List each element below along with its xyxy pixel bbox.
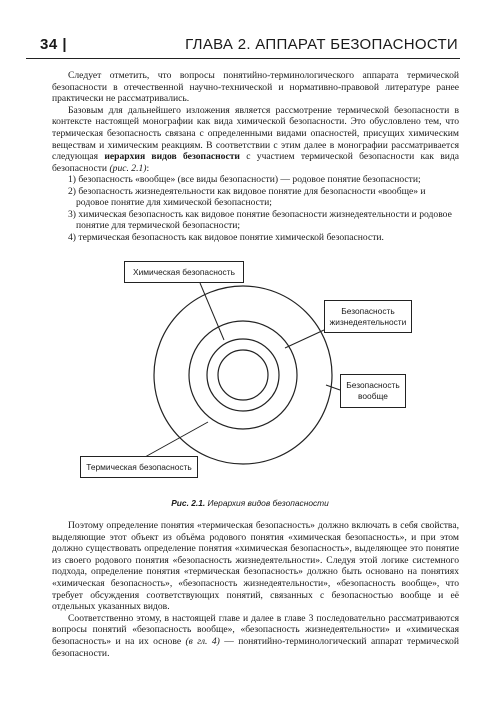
p2-mid: с участием термической безопасности как вида безопасности	[52, 151, 460, 174]
list-item: 2) безопасность жизнедеятельности как видовое понятие для безопасности «вообще» и родовое понятие для химической безопасности;	[68, 185, 426, 209]
list-item: 3) химическая безопасность как видовое понятие безопасности жизнедеятельности и родовое понятие для термической безопасности;	[68, 208, 452, 232]
figure-ref: (рис. 2.1)	[109, 162, 147, 174]
caption-text: Иерархия видов безопасности	[207, 498, 329, 508]
paragraph-2	[52, 105, 459, 175]
p4-end: — понятийно-терминологический аппарат термической безопасности.	[52, 635, 459, 659]
leader-general	[326, 385, 340, 390]
paragraph-4	[52, 613, 459, 659]
paragraph-1: Следует отметить, что вопросы понятийно-терминологического аппарата термической безопасности в отечественной научно-технической и нормативно-правовой литературе ранее практически не рассматривались.	[52, 70, 459, 105]
leader-life	[285, 330, 324, 348]
body-text	[52, 520, 459, 659]
page-number: 34 |	[40, 36, 68, 53]
p2-start: Базовым для дальнейшего изложения является рассмотрение термической безопасности в контексте настоящей монографии как вида химической безопасности. Это обусловлено тем, что термическая безопасность связана с определенными видами опасностей, присущих химическим веществам и химическим реакциям. В соответствии с этим далее в монографии рассматривается следующая	[52, 104, 459, 163]
inner-circle-thermal	[218, 350, 268, 400]
leader-chemical	[200, 283, 224, 340]
outer-circle-general	[154, 286, 332, 464]
p2-end: :	[146, 162, 150, 174]
list-item: 4) термическая безопасность как видовое понятие химической безопасности.	[68, 231, 384, 243]
running-header	[26, 36, 460, 59]
figure-caption	[0, 498, 500, 508]
label-general-safety: Безопасность вообще	[340, 374, 406, 408]
chapter-title: ГЛАВА 2. АППАРАТ БЕЗОПАСНОСТИ	[185, 36, 458, 53]
label-life-safety: Безопасность жизнедеятельности	[324, 300, 412, 333]
caption-number: Рис. 2.1.	[171, 498, 206, 508]
chapter-ref: (в гл. 4)	[185, 635, 220, 647]
list-item: 1) безопасность «вообще» (все виды безопасности) — родовое понятие безопасности;	[68, 174, 421, 185]
hierarchy-list	[52, 174, 459, 244]
label-thermal-safety: Термическая безопасность	[80, 456, 198, 478]
hierarchy-term: иерархия видов безопасности	[104, 151, 240, 163]
circle-life-safety	[189, 321, 297, 429]
p4-start: Соответственно этому, в настоящей главе и далее в главе 3 последовательно рассматриваются вопросы понятий «безопасность вообще», «безопасность жизнедеятельности» и «химическая безопасность» и на их основе	[52, 612, 459, 647]
intro-text	[52, 70, 459, 174]
circle-chemical	[207, 339, 279, 411]
paragraph-3: Поэтому определение понятия «термическая безопасность» должно включать в себя свойства, выделяющие этот объект из объёма родового понятия «химическая безопасность», и при этом должно существовать определение понятия «химическая безопасность», выделяющее это понятие из своего родового понятия «безопасность жизнедеятельности». Следуя этой логике системного подхода, определение понятия «термическая безопасность» должно быть основано на понятиях «химическая безопасность», «безопасность жизнедеятельности», «безопасность вообще», что требует обсуждения соответствующих понятий, связанных с безопасностью вообще и её отдельных указанных видов.	[52, 520, 459, 613]
label-chemical-safety: Химическая безопасность	[124, 261, 244, 283]
